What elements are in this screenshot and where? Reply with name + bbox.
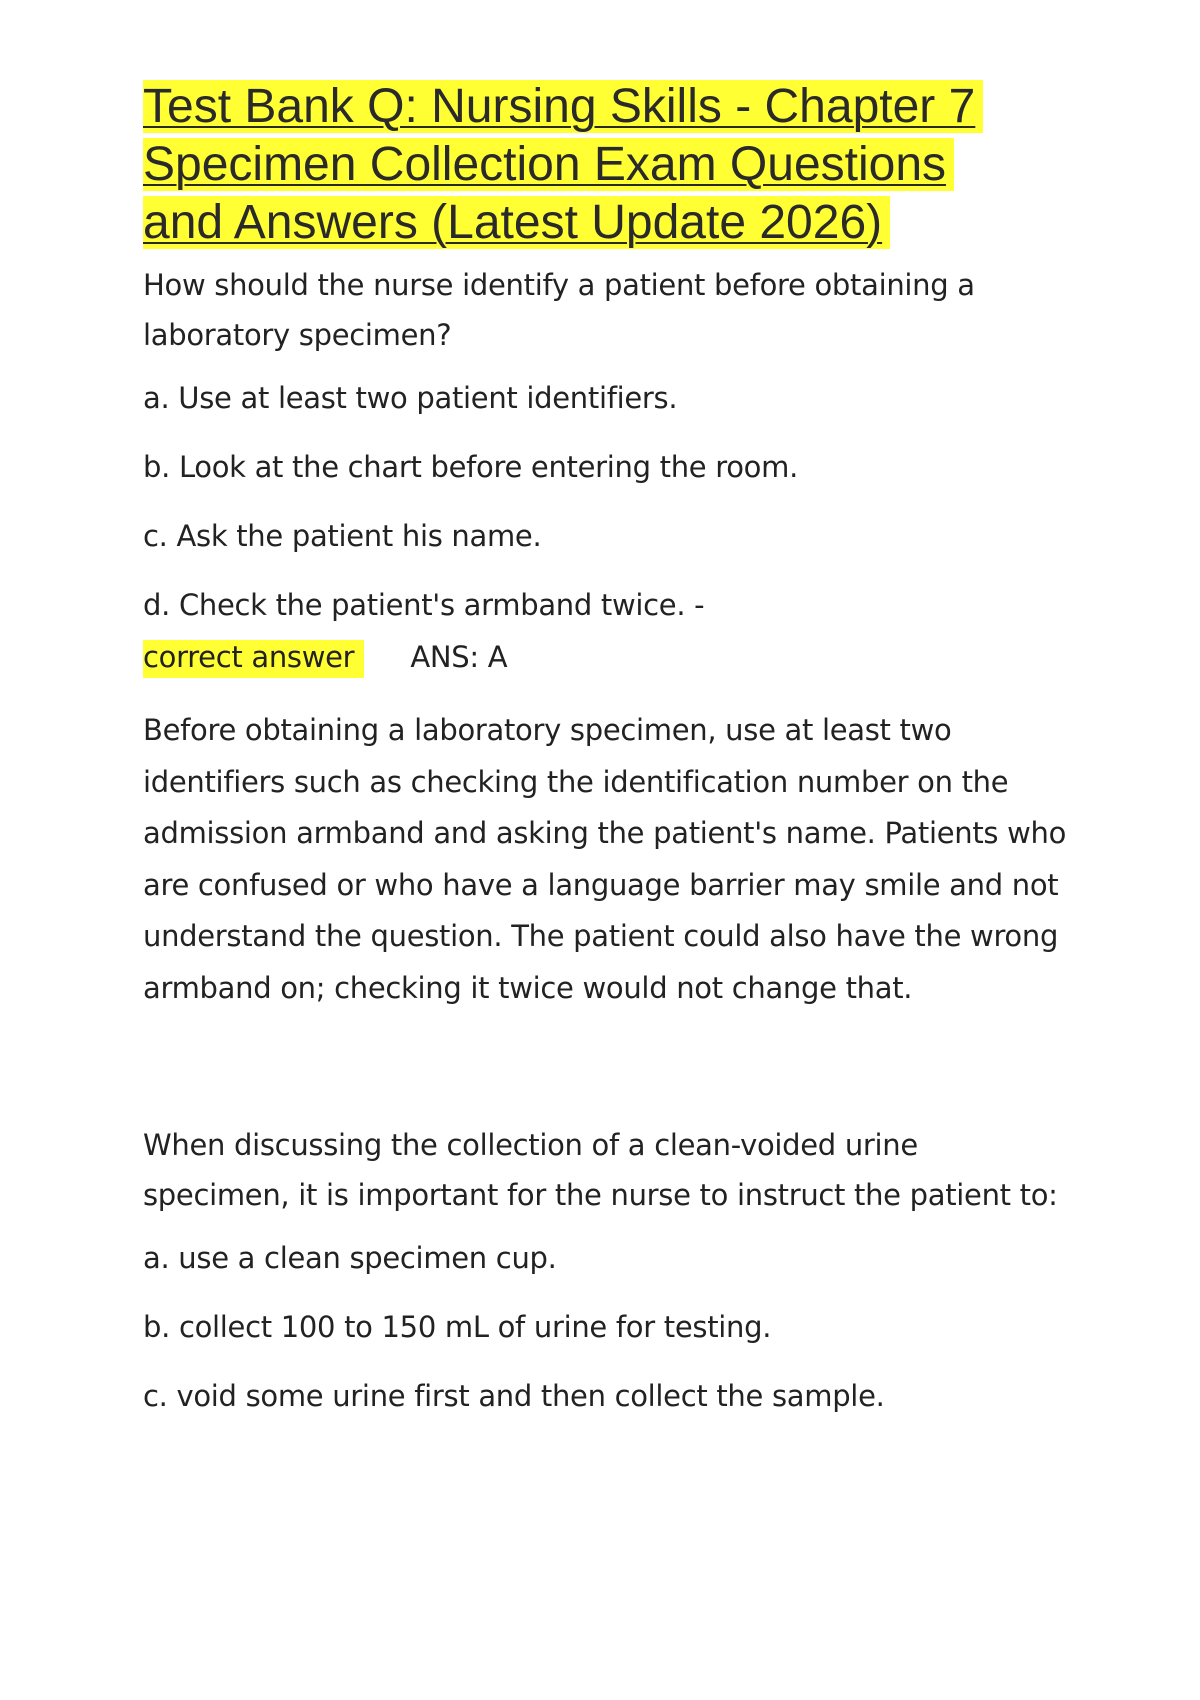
question-2-option-b: b. collect 100 to 150 mL of urine for testing. [143, 1310, 772, 1344]
question-1-rationale: Before obtaining a laboratory specimen, use at least two identifiers such as checking the identification number on the admission armband and asking the patient's name. Patients who are confused or who have a language barrier may smile and not understand the question. The patient could also have the wrong armband on; checking it twice would not change that. [143, 713, 1067, 1005]
section-spacer [143, 1014, 1073, 1120]
question-1-option-d: d. Check the patient's armband twice. - [143, 588, 705, 622]
question-2-text: When discussing the collection of a clean-voided urine specimen, it is important for the nurse to instruct the patient to: [143, 1128, 1058, 1212]
document-title [143, 78, 1073, 252]
title-line-3: and Answers (Latest Update 2026) [143, 194, 1073, 252]
document-page [143, 78, 1073, 1416]
title-line-1: Test Bank Q: Nursing Skills - Chapter 7 [143, 78, 1073, 136]
question-2-option-c: c. void some urine first and then collect the sample. [143, 1379, 885, 1413]
title-line-2: Specimen Collection Exam Questions [143, 136, 1073, 194]
question-1-answer-row [143, 637, 1073, 677]
question-2-option-a: a. use a clean specimen cup. [143, 1241, 557, 1275]
question-1-option-a: a. Use at least two patient identifiers. [143, 381, 678, 415]
question-1-option-c: c. Ask the patient his name. [143, 519, 542, 553]
answer-key: ANS: A [410, 640, 508, 674]
question-2 [143, 1120, 1073, 1416]
question-1 [143, 260, 1073, 1014]
correct-answer-label: correct answer [143, 640, 364, 678]
question-1-text: How should the nurse identify a patient before obtaining a laboratory specimen? [143, 268, 975, 352]
question-1-option-b: b. Look at the chart before entering the room. [143, 450, 798, 484]
